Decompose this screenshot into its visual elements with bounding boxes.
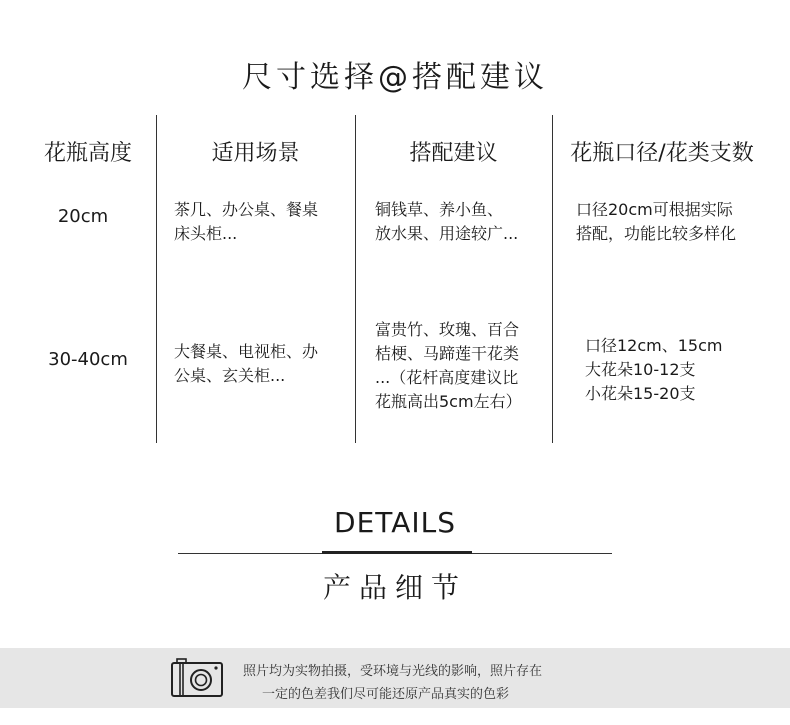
row1-height: 20cm bbox=[57, 206, 109, 227]
row1-advice bbox=[375, 198, 518, 246]
row1-advice-line: 铜钱草、养小鱼、 bbox=[375, 200, 504, 219]
row2-advice-line: 富贵竹、玫瑰、百合 bbox=[375, 320, 520, 339]
row1-scene bbox=[174, 198, 318, 246]
header-spec: 花瓶口径/花类支数 bbox=[570, 141, 754, 166]
photo-note-line: 一定的色差我们尽可能还原产品真实的色彩 bbox=[262, 687, 510, 702]
photo-note-banner bbox=[0, 648, 790, 708]
row2-scene-line: 公桌、玄关柜... bbox=[174, 366, 286, 385]
photo-note-line: 照片均为实物拍摄，受环境与光线的影响，照片存在 bbox=[243, 664, 543, 679]
row2-spec bbox=[585, 334, 723, 406]
row1-spec bbox=[576, 198, 736, 246]
row1-scene-line: 茶几、办公桌、餐桌 bbox=[174, 200, 319, 219]
divider-accent bbox=[322, 551, 472, 554]
row2-advice-line: ...（花杆高度建议比 bbox=[375, 368, 519, 387]
details-subtitle: 产品细节 bbox=[322, 571, 467, 604]
row2-spec-line: 小花朵15-20支 bbox=[585, 384, 696, 403]
row2-spec-line: 大花朵10-12支 bbox=[585, 360, 696, 379]
row1-scene-line: 床头柜... bbox=[174, 224, 238, 243]
row1-spec-line: 口径20cm可根据实际 bbox=[576, 200, 733, 219]
header-height: 花瓶高度 bbox=[43, 141, 132, 166]
row2-spec-line: 口径12cm、15cm bbox=[585, 336, 723, 355]
row2-advice-line: 桔梗、马蹄莲干花类 bbox=[375, 344, 520, 363]
row2-advice bbox=[375, 318, 522, 414]
header-advice: 搭配建议 bbox=[409, 141, 498, 166]
row1-advice-line: 放水果、用途较广... bbox=[375, 224, 519, 243]
row2-advice-line: 花瓶高出5cm左右） bbox=[375, 392, 522, 411]
row1-spec-line: 搭配，功能比较多样化 bbox=[576, 224, 737, 243]
row2-scene-line: 大餐桌、电视柜、办 bbox=[174, 342, 319, 361]
details-title: DETAILS bbox=[334, 506, 456, 539]
page-title: 尺寸选择@搭配建议 bbox=[242, 60, 548, 95]
row2-scene bbox=[174, 340, 318, 388]
camera-icon bbox=[170, 656, 224, 698]
row2-height: 30-40cm bbox=[48, 349, 128, 370]
header-scene: 适用场景 bbox=[211, 141, 300, 166]
